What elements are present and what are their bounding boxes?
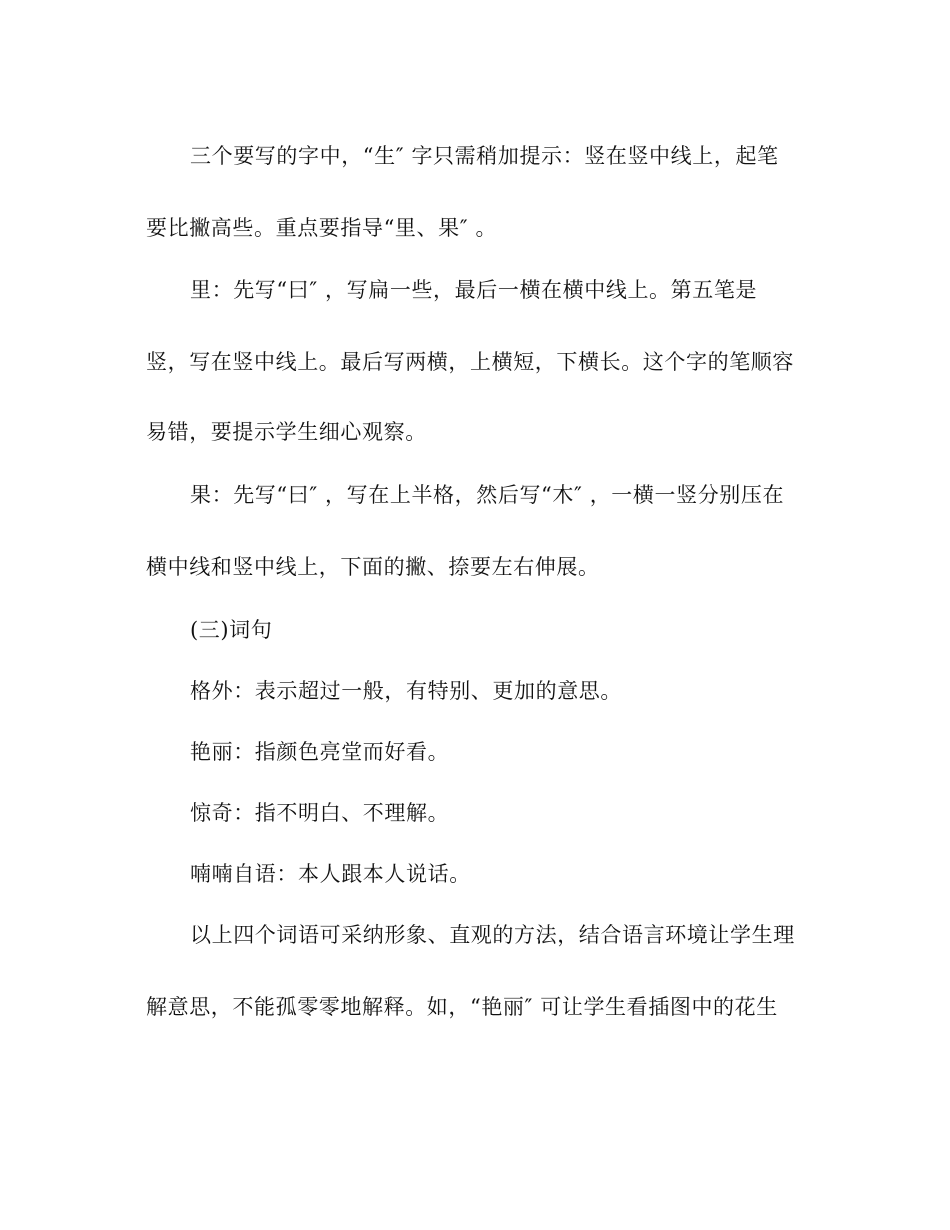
paragraph-line: 以上四个词语可采纳形象、直观的方法，结合语言环境让学生理 xyxy=(190,923,795,947)
paragraph-line: 易错，要提示学生细心观察。 xyxy=(146,420,427,444)
paragraph-line: 要比撇高些。重点要指导“里、果″ 。 xyxy=(146,216,498,240)
paragraph-line: 解意思，不能孤零零地解释。如，“艳丽″ 可让学生看插图中的花生 xyxy=(146,995,778,1019)
paragraph-line: 果：先写“曰″ ，写在上半格，然后写“木″ ，一横一竖分别压在 xyxy=(190,483,785,507)
term-definition: 惊奇：指不明白、不理解。 xyxy=(190,801,450,825)
paragraph-line: 竖，写在竖中线上。最后写两横，上横短，下横长。这个字的笔顺容 xyxy=(146,350,794,374)
term-definition: 喃喃自语：本人跟本人说话。 xyxy=(190,862,471,886)
term-definition: 艳丽：指颜色亮堂而好看。 xyxy=(190,740,450,764)
paragraph-line: 里：先写“曰″ ，写扁一些，最后一横在横中线上。第五笔是 xyxy=(190,278,758,302)
paragraph-line: 三个要写的字中，“生″ 字只需稍加提示：竖在竖中线上，起笔 xyxy=(190,144,779,168)
term-definition: 格外：表示超过一般，有特别、更加的意思。 xyxy=(190,679,622,703)
section-heading: (三)词句 xyxy=(190,618,273,642)
paragraph-line: 横中线和竖中线上，下面的撇、捺要左右伸展。 xyxy=(146,555,600,579)
